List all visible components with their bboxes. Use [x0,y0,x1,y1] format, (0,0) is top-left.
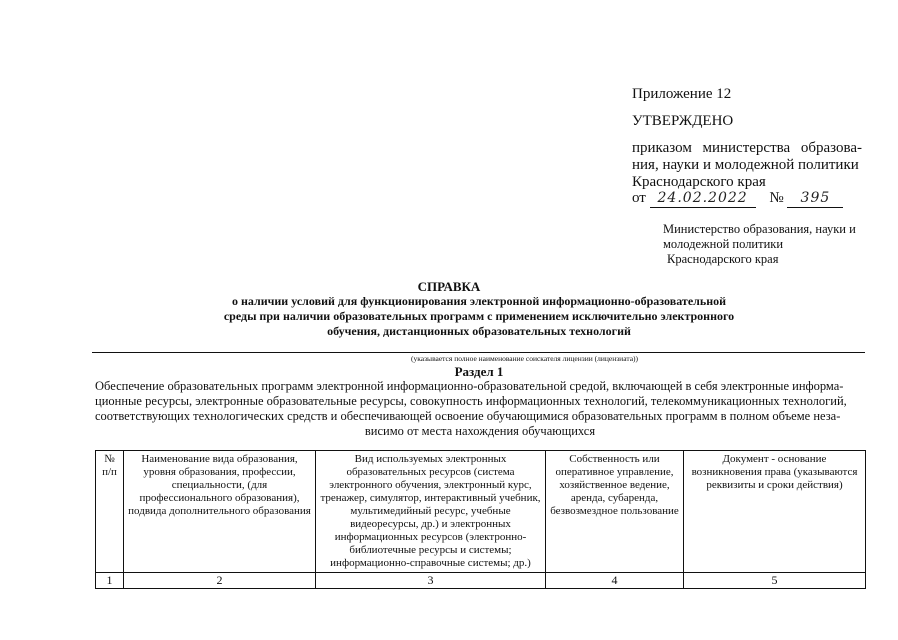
order-date-number-line [632,190,843,208]
header-col-resource-type: Вид используемых электронных образовательных ресурсов (система электронного обучения, электронный курс, тренажер, симулятор, интерактивный учебник, мультимедийный ресурс, учебные видеоресурсы, др.) и электронных информационных ресурсов (электронно-библиотечные ресурсы и системы; информационно-справочные системы; др.) [316,451,546,573]
order-line-2: ния, науки и молодежной политики [632,157,859,173]
order-line-1: приказом министерства образова- [632,140,862,156]
applicant-caption: (указывается полное наименование соискателя лицензии (лицензиата)) [410,354,639,363]
col-number-5: 5 [684,573,866,589]
number-label: № [769,190,784,206]
document-title: СПРАВКА [417,279,481,294]
col-number-1: 1 [96,573,124,589]
title-line-2: среды при наличии образовательных программ с применением исключительно электронного [223,309,735,323]
header-col-ownership: Собственность или оперативное управление, хозяйственное ведение, аренда, субаренда, безвозмездное пользование [546,451,684,573]
handwritten-number: 395 [787,190,843,208]
section-line-4: висимо от места нахождения обучающихся [364,424,596,438]
col-number-2: 2 [124,573,316,589]
order-line-3: Краснодарского края [632,174,766,190]
section-line-2: ционные ресурсы, электронные образовательные ресурсы, совокупность информационных технологий, телекоммуникационных технологий, [95,394,847,408]
handwritten-date: 24.02.2022 [650,190,756,208]
addressee-line-2: молодежной политики [663,237,784,251]
addressee-line-3: Краснодарского края [667,252,779,266]
table-number-row [96,573,866,589]
header-col-number: № п/п [96,451,124,573]
section-line-1: Обеспечение образовательных программ электронной информационно-образовательной средой, включающей в себя электронные информа- [95,379,844,393]
resources-table [95,450,866,589]
section-title: Раздел 1 [454,364,504,379]
addressee-line-1: Министерство образования, науки и [663,222,856,236]
applicant-name-line [92,352,865,353]
header-col-document: Документ - основание возникновения права (указываются реквизиты и сроки действия) [684,451,866,573]
title-line-1: о наличии условий для функционирования электронной информационно-образовательной [231,294,727,308]
appendix-label: Приложение 12 [632,86,732,102]
col-number-3: 3 [316,573,546,589]
title-line-3: обучения, дистанционных образовательных технологий [327,324,631,338]
from-label: от [632,190,646,206]
approved-label: УТВЕРЖДЕНО [632,113,734,129]
table-header-row [96,451,866,573]
header-col-education-type: Наименование вида образования, уровня образования, профессии, специальности, (для профессионального образования), подвида дополнительного образования [124,451,316,573]
section-line-3: соответствующих технологических средств и обеспечивающей освоение обучающимися образовательных программ в полном объеме неза- [95,409,841,423]
col-number-4: 4 [546,573,684,589]
